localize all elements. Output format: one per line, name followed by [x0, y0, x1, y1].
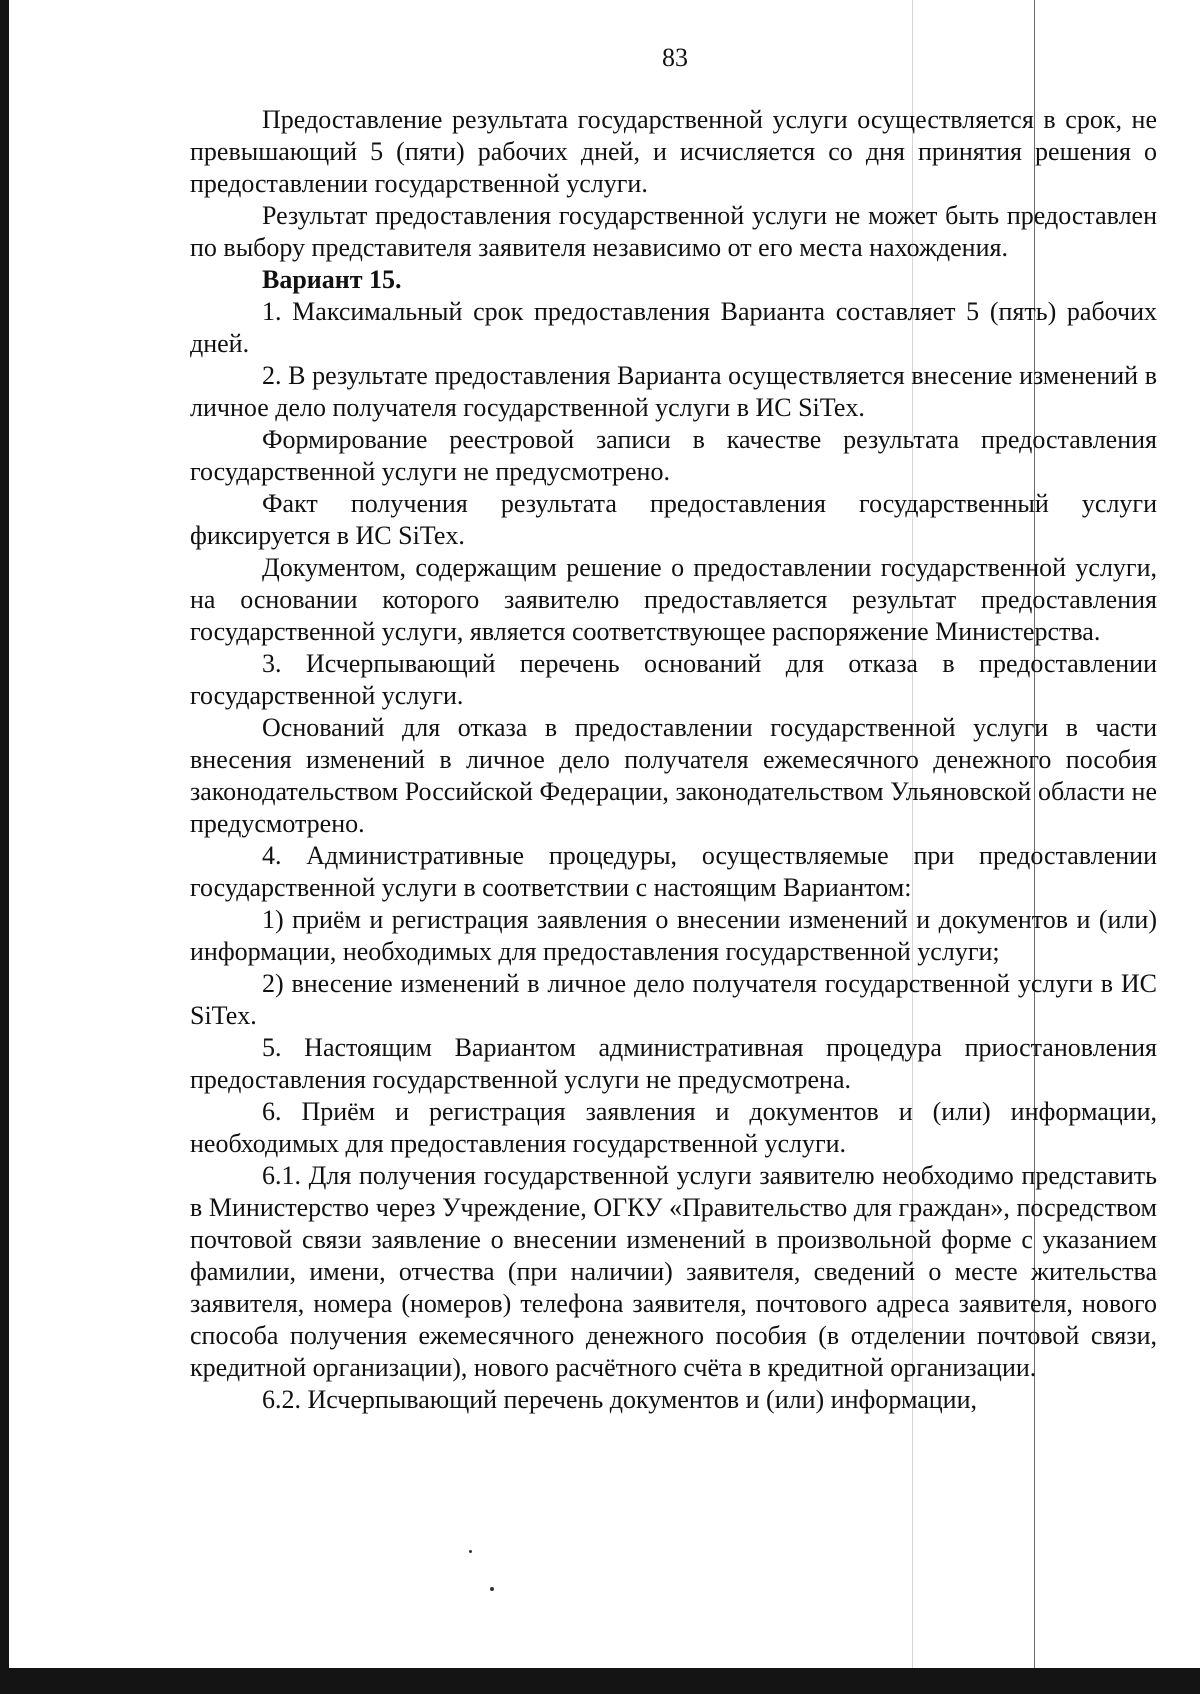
- document-body: [190, 104, 1157, 1416]
- scan-speck: [490, 1587, 494, 1591]
- paragraph: 2. В результате предоставления Варианта осуществляется внесение изменений в личное дело получателя государственной услуги в ИС SiTex.: [190, 361, 1157, 422]
- paragraph: 2) внесение изменений в личное дело получателя государственной услуги в ИС SiTex.: [190, 969, 1157, 1030]
- paragraph: Предоставление результата государственной услуги осуществляется в срок, не превышающий 5 (пяти) рабочих дней, и исчисляется со дня принятия решения о предоставлении государственной услуги.: [190, 105, 1157, 198]
- paragraph: 5. Настоящим Вариантом административная процедура приостановления предоставления государственной услуги не предусмотрена.: [190, 1033, 1157, 1094]
- scan-left-border: [0, 0, 9, 1694]
- page-number: 83: [662, 43, 688, 72]
- paragraph: Результат предоставления государственной услуги не может быть предоставлен по выбору представителя заявителя независимо от его места нахождения.: [190, 201, 1157, 262]
- paragraph: 4. Административные процедуры, осуществляемые при предоставлении государственной услуги в соответствии с настоящим Вариантом:: [190, 841, 1157, 902]
- scan-bottom-border: [0, 1668, 1200, 1694]
- paragraph: 1) приём и регистрация заявления о внесении изменений и документов и (или) информации, необходимых для предоставления государственной услуги;: [190, 905, 1157, 966]
- paragraph: Документом, содержащим решение о предоставлении государственной услуги, на основании которого заявителю предоставляется результат предоставления государственной услуги, является соответствующее распоряжение Министерства.: [190, 553, 1157, 646]
- paragraph: 1. Максимальный срок предоставления Варианта составляет 5 (пять) рабочих дней.: [190, 297, 1157, 358]
- scan-speck: [469, 1550, 472, 1553]
- paragraph: 6.1. Для получения государственной услуги заявителю необходимо представить в Министерство через Учреждение, ОГКУ «Правительство для граждан», посредством почтовой связи заявление о внесении изменений в произвольной форме с указанием фамилии, имени, отчества (при наличии) заявителя, сведений о месте жительства заявителя, номера (номеров) телефона заявителя, почтового адреса заявителя, нового способа получения ежемесячного денежного пособия (в отделении почтовой связи, кредитной организации), нового расчётного счёта в кредитной организации.: [190, 1161, 1157, 1382]
- paragraph: Оснований для отказа в предоставлении государственной услуги в части внесения изменений в личное дело получателя ежемесячного денежного пособия законодательством Российской Федерации, законодательством Ульяновской области не предусмотрено.: [190, 713, 1157, 838]
- paragraph: 6.2. Исчерпывающий перечень документов и (или) информации,: [262, 1385, 977, 1414]
- paragraph: 3. Исчерпывающий перечень оснований для отказа в предоставлении государственной услуги.: [190, 649, 1157, 710]
- paragraph: Факт получения результата предоставления государственный услуги фиксируется в ИС SiTex.: [190, 489, 1157, 550]
- paragraph: Формирование реестровой записи в качестве результата предоставления государственной услуги не предусмотрено.: [190, 425, 1157, 486]
- section-heading: Вариант 15.: [262, 265, 402, 294]
- paragraph: 6. Приём и регистрация заявления и документов и (или) информации, необходимых для предоставления государственной услуги.: [190, 1097, 1157, 1158]
